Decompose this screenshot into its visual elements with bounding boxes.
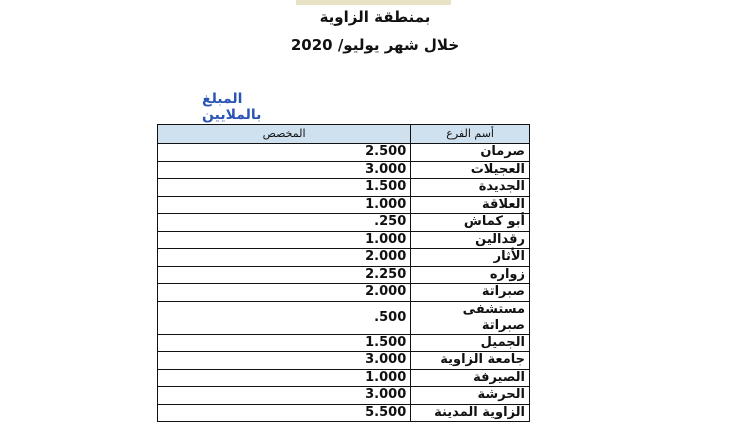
branch-cell: رقدالين [411,231,530,249]
amount-cell: 3.000 [158,352,411,370]
table-row [158,369,530,387]
table-header-row [158,125,530,144]
column-header-amount: المخصص [158,125,411,144]
table-row [158,284,530,302]
branch-cell: أبو كماش [411,214,530,232]
amount-cell: 2.500 [158,144,411,162]
unit-note: المبلغ بالملايين [202,91,262,123]
branch-cell: زواره [411,266,530,284]
table-row [158,404,530,422]
branch-cell: جامعة الزاوية [411,352,530,370]
allocation-table [157,124,530,422]
table-row [158,196,530,214]
branch-cell: الأثار [411,249,530,267]
table-row [158,334,530,352]
table-row [158,161,530,179]
amount-cell: .500 [158,301,411,334]
table-row [158,266,530,284]
branch-cell: مستشفى صبراتة [411,301,530,334]
amount-cell: 5.500 [158,404,411,422]
table-row [158,144,530,162]
amount-cell: 1.000 [158,231,411,249]
table-row [158,249,530,267]
table-body [158,144,530,422]
amount-cell: 1.500 [158,179,411,197]
column-header-branch: أسم الفرع [411,125,530,144]
amount-cell: 1.000 [158,369,411,387]
amount-cell: 2.000 [158,249,411,267]
document-period: خلال شهر يوليو/ 2020 [290,36,460,54]
amount-cell: 2.250 [158,266,411,284]
amount-cell: 3.000 [158,387,411,405]
amount-cell: 1.500 [158,334,411,352]
branch-cell: الحرشة [411,387,530,405]
document-subtitle: بمنطقة الزاوية [319,8,431,26]
branch-cell: الزاوية المدينة [411,404,530,422]
cropped-heading-fragment [296,0,451,5]
branch-cell: الجميل [411,334,530,352]
table-row [158,387,530,405]
branch-cell: صرمان [411,144,530,162]
table-row [158,231,530,249]
amount-cell: 3.000 [158,161,411,179]
branch-cell: العجيلات [411,161,530,179]
branch-cell: الجديدة [411,179,530,197]
amount-cell: .250 [158,214,411,232]
table-row [158,179,530,197]
branch-cell: العلاقة [411,196,530,214]
amount-cell: 1.000 [158,196,411,214]
branch-cell: الصيرفة [411,369,530,387]
amount-cell: 2.000 [158,284,411,302]
table-row [158,301,530,334]
branch-cell: صبراتة [411,284,530,302]
table-row [158,214,530,232]
table-row [158,352,530,370]
